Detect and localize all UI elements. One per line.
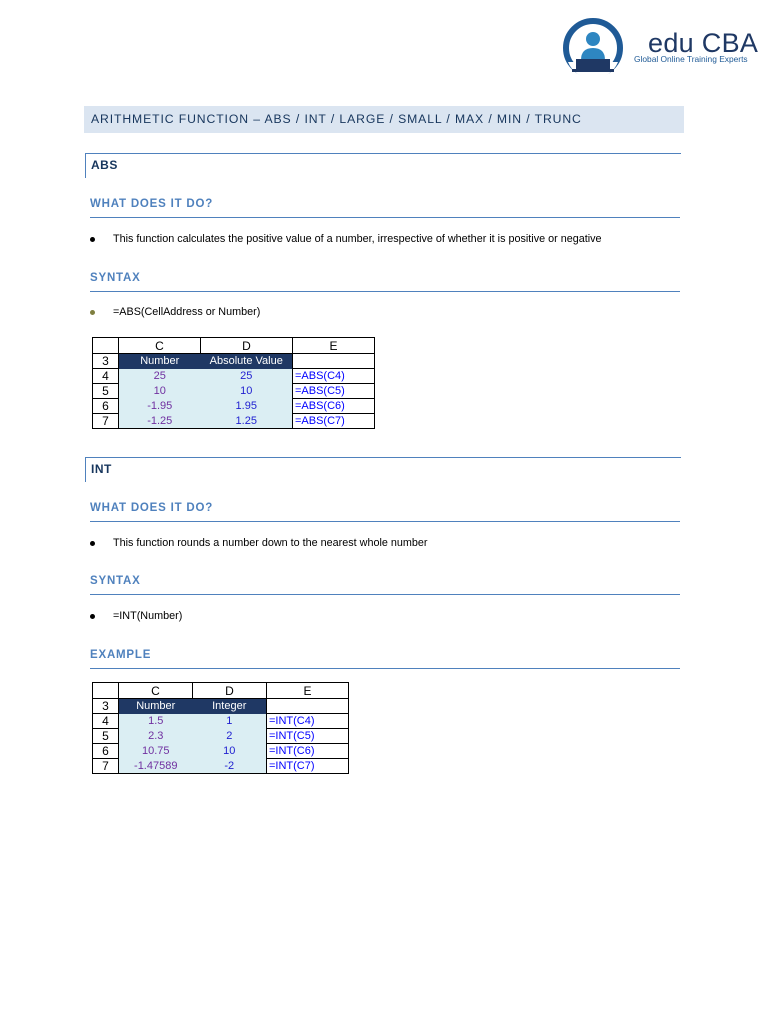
int-example-heading-label: EXAMPLE — [90, 649, 152, 661]
int-what-text: This function rounds a number down to the nearest whole number — [113, 537, 428, 549]
table-row — [93, 384, 375, 399]
header-cell-blank — [293, 354, 375, 369]
int-what-heading-label: WHAT DOES IT DO? — [90, 502, 214, 514]
header-cell-blank — [267, 699, 349, 714]
number-cell: 25 — [119, 369, 201, 384]
table-column-header-row — [93, 683, 349, 699]
number-cell: -1.47589 — [119, 759, 193, 774]
table-row — [93, 399, 375, 414]
result-cell: 10 — [201, 384, 293, 399]
bullet-icon — [90, 614, 95, 619]
abs-what-heading-label: WHAT DOES IT DO? — [90, 198, 214, 210]
table-row — [93, 744, 349, 759]
int-syntax-heading-label: SYNTAX — [90, 575, 141, 587]
int-example-heading — [90, 648, 680, 669]
int-syntax-text: =INT(Number) — [113, 610, 183, 622]
formula-cell: =ABS(C4) — [293, 369, 375, 384]
number-cell: -1.95 — [119, 399, 201, 414]
logo-edu: edu — [648, 28, 694, 58]
table-row — [93, 729, 349, 744]
table-row — [93, 699, 349, 714]
table-row — [93, 759, 349, 774]
column-header: D — [201, 338, 293, 354]
bullet-icon — [90, 237, 95, 242]
result-cell: 10 — [193, 744, 267, 759]
bullet-icon — [90, 541, 95, 546]
number-cell: 10 — [119, 384, 201, 399]
table-row — [93, 369, 375, 384]
number-cell: 10.75 — [119, 744, 193, 759]
document-title-banner — [84, 106, 684, 133]
section-heading-int — [85, 457, 681, 482]
bullet-icon — [90, 310, 95, 315]
table-column-header-row — [93, 338, 375, 354]
row-number: 6 — [93, 399, 119, 414]
abs-syntax-text: =ABS(CellAddress or Number) — [113, 306, 261, 318]
corner-cell — [93, 683, 119, 699]
row-number: 5 — [93, 729, 119, 744]
formula-cell: =ABS(C5) — [293, 384, 375, 399]
document-title: ARITHMETIC FUNCTION – ABS / INT / LARGE / SMALL / MAX / MIN / TRUNC — [91, 112, 582, 126]
abs-what-heading — [90, 197, 680, 218]
header-cell-number: Number — [119, 699, 193, 714]
section-heading-abs-label: ABS — [91, 158, 118, 172]
formula-cell: =INT(C6) — [267, 744, 349, 759]
section-heading-int-label: INT — [91, 462, 112, 476]
logo-cba: CBA — [701, 28, 759, 58]
int-syntax-heading — [90, 574, 680, 595]
result-cell: 2 — [193, 729, 267, 744]
table-row — [93, 414, 375, 429]
formula-cell: =INT(C5) — [267, 729, 349, 744]
int-what-heading — [90, 501, 680, 522]
header-cell-number: Number — [119, 354, 201, 369]
number-cell: 2.3 — [119, 729, 193, 744]
number-cell: -1.25 — [119, 414, 201, 429]
number-cell: 1.5 — [119, 714, 193, 729]
header-cell-absolute-value: Absolute Value — [201, 354, 293, 369]
educba-logo — [562, 12, 759, 82]
logo-tagline: Global Online Training Experts — [634, 54, 748, 64]
result-cell: -2 — [193, 759, 267, 774]
row-number: 7 — [93, 414, 119, 429]
column-header: D — [193, 683, 267, 699]
result-cell: 1 — [193, 714, 267, 729]
section-heading-abs — [85, 153, 681, 178]
column-header: E — [267, 683, 349, 699]
result-cell: 1.25 — [201, 414, 293, 429]
abs-what-text: This function calculates the positive value of a number, irrespective of whether it is positive or negative — [113, 233, 602, 245]
row-number: 6 — [93, 744, 119, 759]
row-number: 3 — [93, 699, 119, 714]
table-row — [93, 354, 375, 369]
row-number: 5 — [93, 384, 119, 399]
column-header: C — [119, 338, 201, 354]
int-example-table — [92, 682, 349, 774]
formula-cell: =ABS(C6) — [293, 399, 375, 414]
corner-cell — [93, 338, 119, 354]
formula-cell: =INT(C4) — [267, 714, 349, 729]
table-row — [93, 714, 349, 729]
formula-cell: =ABS(C7) — [293, 414, 375, 429]
column-header: C — [119, 683, 193, 699]
person-at-laptop-icon — [562, 12, 632, 82]
result-cell: 25 — [201, 369, 293, 384]
abs-example-table — [92, 337, 375, 429]
row-number: 4 — [93, 714, 119, 729]
row-number: 3 — [93, 354, 119, 369]
abs-syntax-heading-label: SYNTAX — [90, 272, 141, 284]
formula-cell: =INT(C7) — [267, 759, 349, 774]
column-header: E — [293, 338, 375, 354]
result-cell: 1.95 — [201, 399, 293, 414]
abs-syntax-heading — [90, 271, 680, 292]
row-number: 4 — [93, 369, 119, 384]
row-number: 7 — [93, 759, 119, 774]
header-cell-integer: Integer — [193, 699, 267, 714]
